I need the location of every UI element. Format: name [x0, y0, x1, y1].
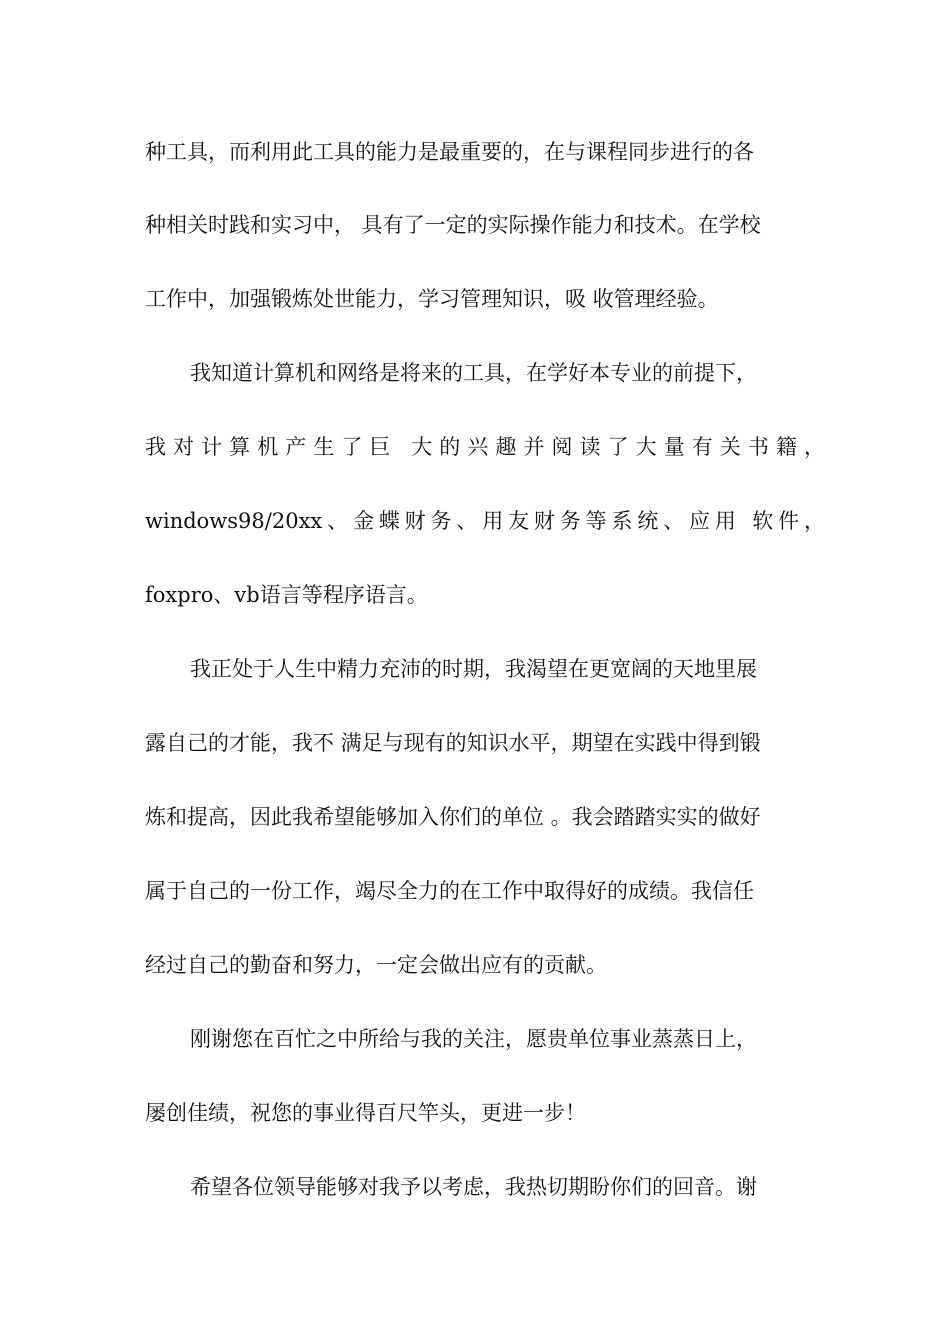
text-line: foxpro、vb语言等程序语言。	[145, 583, 428, 607]
text-line: 属于自己的一份工作，竭尽全力的在工作中取得好的成绩。我信任	[145, 879, 754, 903]
text-line: 工作中，加强锻炼处世能力，学习管理知识，吸 收管理经验。	[145, 287, 719, 311]
paragraph-first-line: 刚谢您在百忙之中所给与我的关注，愿贵单位事业蒸蒸日上，	[190, 1027, 757, 1051]
text-line: 种工具，而利用此工具的能力是最重要的，在与课程同步进行的各	[145, 140, 754, 164]
text-line: 屡创佳绩，祝您的事业得百尺竿头，更进一步！	[145, 1101, 586, 1125]
text-line: 我对计算机产生了巨 大的兴趣并阅读了大量有关书籍，	[145, 435, 825, 459]
text-line: windows98/20xx、金蝶财务、用友财务等系统、应用 软件，	[145, 509, 825, 533]
text-line: 经过自己的勤奋和努力，一定会做出应有的贡献。	[145, 953, 607, 977]
text-line: 炼和提高，因此我希望能够加入你们的单位 。我会踏踏实实的做好	[145, 805, 761, 829]
text-line: 种相关时践和实习中， 具有了一定的实际操作能力和技术。在学校	[145, 213, 761, 237]
paragraph-first-line: 希望各位领导能够对我予以考虑，我热切期盼你们的回音。谢	[190, 1175, 757, 1199]
paragraph-first-line: 我知道计算机和网络是将来的工具，在学好本专业的前提下，	[190, 361, 757, 385]
text-line: 露自己的才能，我不 满足与现有的知识水平，期望在实践中得到锻	[145, 731, 761, 755]
paragraph-first-line: 我正处于人生中精力充沛的时期，我渴望在更宽阔的天地里展	[190, 657, 757, 681]
